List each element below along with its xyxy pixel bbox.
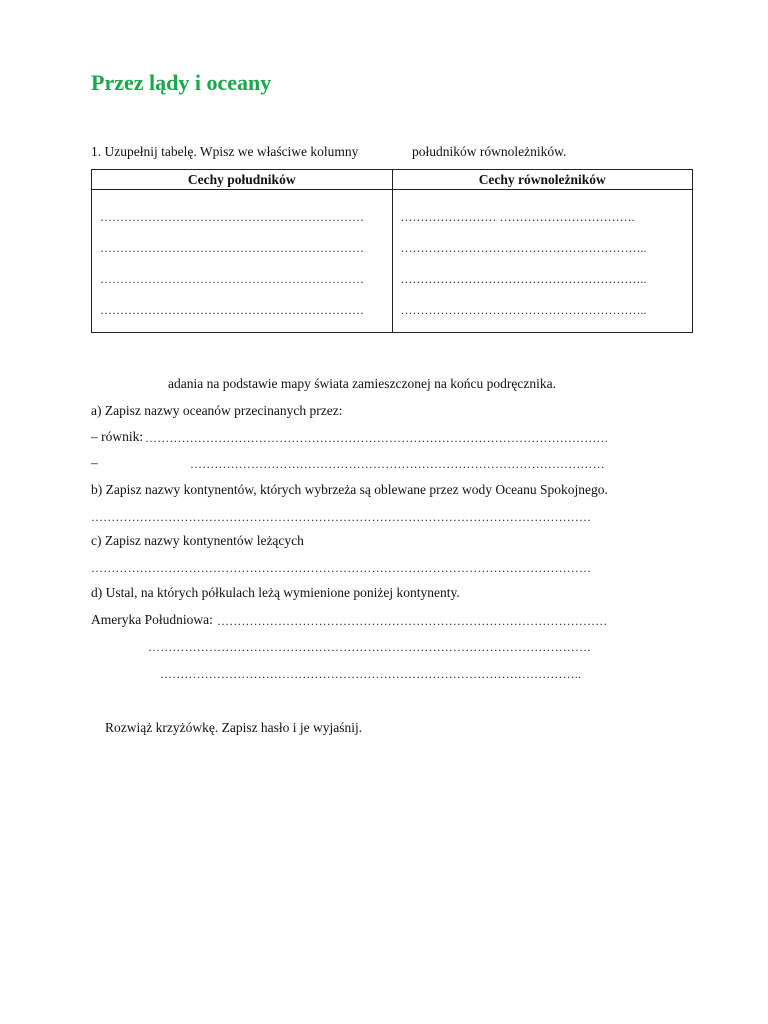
answer-line: ……………………………………………………..	[400, 303, 647, 317]
answer-line[interactable]: ……………………………………………………………………………………………………	[145, 431, 609, 445]
page-title: Przez lądy i oceany	[91, 70, 272, 95]
task2-intro: adania na podstawie mapy świata zamieszczonej na końcu podręcznika.	[168, 376, 556, 391]
column-header-meridians: Cechy południków	[92, 170, 393, 190]
task2a-label: a) Zapisz nazwy oceanów przecinanych przez:	[91, 403, 343, 418]
features-table	[91, 169, 693, 333]
answer-line: …………………………………………………………	[100, 241, 364, 255]
answer-line[interactable]: ……………………………………………………………………………………	[217, 614, 608, 628]
answer-line: …………………………………………………………	[100, 210, 364, 224]
column-header-parallels: Cechy równoleżników	[392, 170, 693, 190]
answer-line[interactable]: …………………………………………………………………………………………..	[160, 667, 582, 681]
answer-line[interactable]: ……………………………………………………………………………………………………………	[91, 561, 592, 575]
answer-line[interactable]: ……………………………………………………………………………………………….	[148, 640, 591, 654]
task3-instruction: Rozwiąż krzyżówkę. Zapisz hasło i je wyjaśnij.	[105, 720, 363, 735]
task2d-south-america-prefix: Ameryka Południowa:	[91, 612, 213, 627]
task2a-equator-prefix: – równik:	[91, 429, 144, 444]
meridians-answer-cell[interactable]	[92, 190, 393, 333]
answer-line[interactable]: ……………………………………………………………………………………………………………	[91, 510, 592, 524]
task2a-row2-prefix: –	[91, 455, 98, 470]
task1-instruction: 1. Uzupełnij tabelę. Wpisz we właściwe kolumny	[91, 144, 359, 159]
task2c-label: c) Zapisz nazwy kontynentów leżących	[91, 533, 304, 548]
answer-line: …………………… …………………………….	[400, 210, 635, 224]
task2b-label: b) Zapisz nazwy kontynentów, których wybrzeża są oblewane przez wody Oceanu Spokojnego.	[91, 482, 608, 497]
parallels-answer-cell[interactable]	[392, 190, 693, 333]
answer-line: ……………………………………………………..	[400, 241, 647, 255]
answer-line: …………………………………………………………	[100, 303, 364, 317]
answer-line: …………………………………………………………	[100, 272, 364, 286]
task1-instruction-tail: południków równoleżników.	[412, 144, 567, 159]
answer-line: ……………………………………………………..	[400, 272, 647, 286]
answer-line[interactable]: …………………………………………………………………………………………	[190, 457, 605, 471]
task2d-label: d) Ustal, na których półkulach leżą wymienione poniżej kontynenty.	[91, 585, 460, 600]
